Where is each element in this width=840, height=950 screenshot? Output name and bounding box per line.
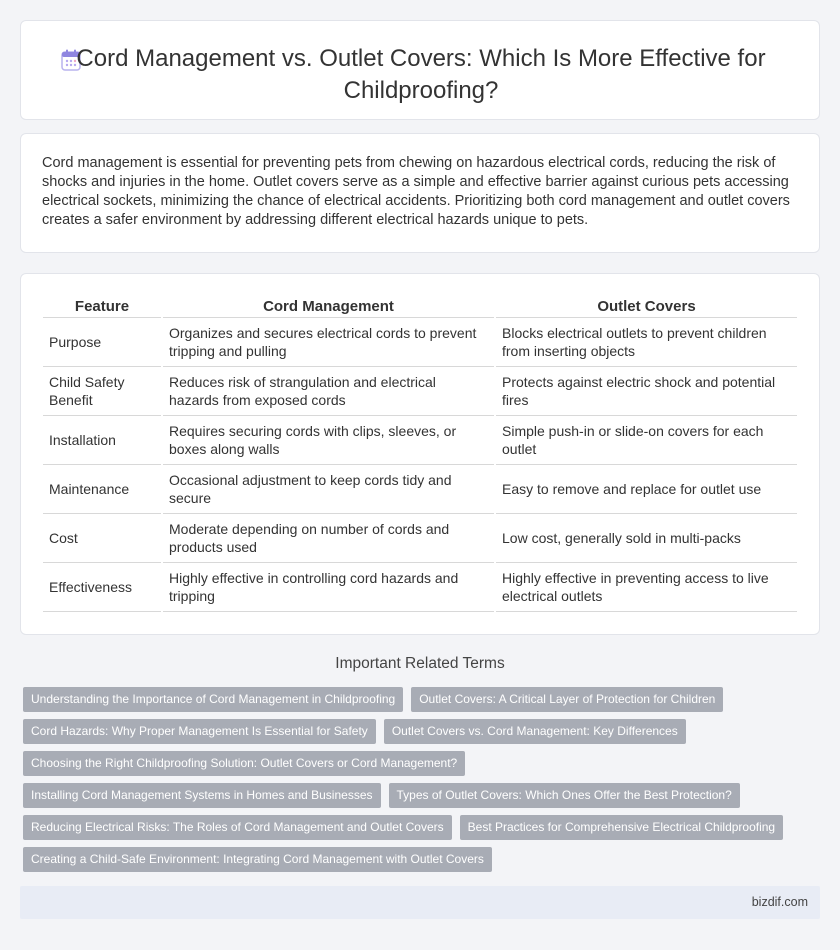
tag-row [23,687,803,712]
page-title: Cord Management vs. Outlet Covers: Which Is More Effective for Childproofing? [76,45,766,104]
related-term-link[interactable]: Reducing Electrical Risks: The Roles of Cord Management and Outlet Covers [23,815,452,840]
outlet-cell: Low cost, generally sold in multi-packs [496,514,797,563]
related-term-link[interactable]: Cord Hazards: Why Proper Management Is Essential for Safety [23,719,376,744]
table-row [43,563,797,612]
outlet-cell: Protects against electric shock and potential fires [496,367,797,416]
footer-site-link[interactable]: bizdif.com [751,895,808,909]
tag-row [23,847,803,872]
cord-cell: Highly effective in controlling cord hazards and tripping [163,563,494,612]
related-term-link[interactable]: Understanding the Importance of Cord Management in Childproofing [23,687,403,712]
summary-card [20,133,820,253]
table-header-row [43,296,797,318]
related-terms-list [23,687,803,879]
outlet-cell: Highly effective in preventing access to live electrical outlets [496,563,797,612]
feature-cell: Child Safety Benefit [43,367,161,416]
tag-row [23,751,803,776]
table-row [43,465,797,514]
header-cord-management: Cord Management [163,296,494,318]
table-row [43,416,797,465]
related-term-link[interactable]: Creating a Child-Safe Environment: Integrating Cord Management with Outlet Covers [23,847,492,872]
feature-cell: Cost [43,514,161,563]
comparison-card [20,273,820,635]
title-card [20,20,820,120]
cord-cell: Reduces risk of strangulation and electrical hazards from exposed cords [163,367,494,416]
cord-cell: Moderate depending on number of cords and products used [163,514,494,563]
cord-cell: Organizes and secures electrical cords to prevent tripping and pulling [163,318,494,367]
table-row [43,514,797,563]
header-outlet-covers: Outlet Covers [496,296,797,318]
related-terms-heading: Important Related Terms [335,655,505,672]
footer-bar [20,886,820,919]
feature-cell: Installation [43,416,161,465]
related-term-link[interactable]: Types of Outlet Covers: Which Ones Offer the Best Protection? [389,783,740,808]
summary-paragraph: Cord management is essential for preventing pets from chewing on hazardous electrical cords, reducing the risk of shocks and injuries in the home. Outlet covers serve as a simple and effective barrier against curious pets accessing electrical sockets, minimizing the chance of electrical accidents. Prioritizing both cord management and outlet covers creates a safer environment by addressing different electrical hazards unique to pets. [42,155,790,228]
outlet-cell: Easy to remove and replace for outlet use [496,465,797,514]
table-row [43,318,797,367]
related-term-link[interactable]: Outlet Covers: A Critical Layer of Protection for Children [411,687,723,712]
outlet-cell: Simple push-in or slide-on covers for each outlet [496,416,797,465]
cord-cell: Requires securing cords with clips, sleeves, or boxes along walls [163,416,494,465]
feature-cell: Maintenance [43,465,161,514]
feature-cell: Effectiveness [43,563,161,612]
table-row [43,367,797,416]
header-feature: Feature [43,296,161,318]
related-term-link[interactable]: Choosing the Right Childproofing Solution: Outlet Covers or Cord Management? [23,751,465,776]
comparison-table [41,296,799,612]
outlet-cell: Blocks electrical outlets to prevent children from inserting objects [496,318,797,367]
tag-row [23,815,803,840]
tag-row [23,783,803,808]
related-term-link[interactable]: Outlet Covers vs. Cord Management: Key Differences [384,719,686,744]
related-term-link[interactable]: Best Practices for Comprehensive Electrical Childproofing [460,815,783,840]
feature-cell: Purpose [43,318,161,367]
cord-cell: Occasional adjustment to keep cords tidy and secure [163,465,494,514]
related-term-link[interactable]: Installing Cord Management Systems in Homes and Businesses [23,783,381,808]
tag-row [23,719,803,744]
